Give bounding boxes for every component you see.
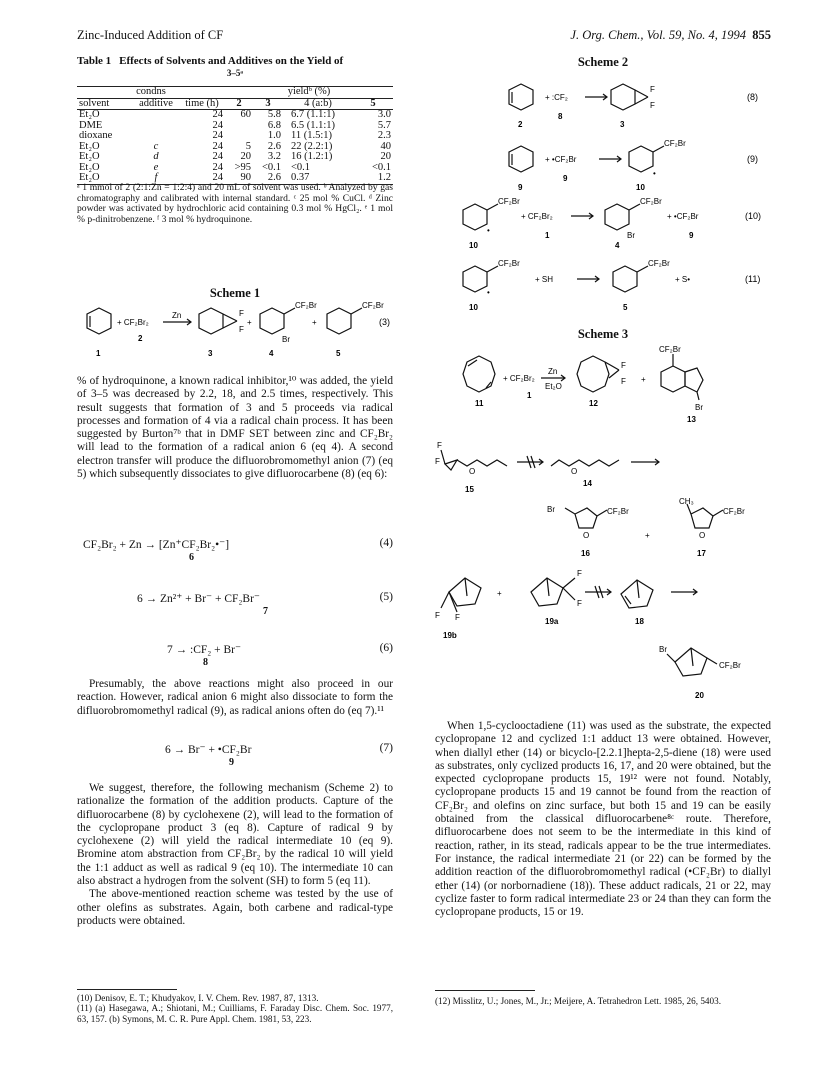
- cf2br-group-5: CF₂Br: [362, 301, 384, 310]
- label-4: 4: [269, 349, 274, 358]
- o-atom: O: [699, 531, 706, 540]
- table-cell: 2.3: [377, 130, 391, 141]
- table-cell: [225, 131, 253, 142]
- product-5-ring: [327, 308, 351, 334]
- label-1: 1: [527, 391, 532, 400]
- cyclopropane-3-ring: [611, 84, 635, 110]
- eq5-text: 6 → Zn²⁺ + Br⁻ + CF₂Br⁻: [137, 593, 260, 605]
- table-row: [77, 110, 393, 121]
- methyl-group: CH₃: [679, 497, 694, 506]
- f-atom: F: [577, 569, 582, 578]
- scheme1-reagent-number: 2: [138, 334, 143, 343]
- label-3: 3: [208, 349, 213, 358]
- table-cell: [133, 131, 179, 142]
- table-cell: 5: [245, 140, 251, 152]
- scheme2-eq9-number: (9): [747, 154, 758, 164]
- eq6-label: 8: [203, 657, 208, 668]
- cf2br-group: CF₂Br: [659, 345, 681, 354]
- col-solvent: solvent: [77, 98, 133, 110]
- paragraph-text: We suggest, therefore, the following mechanism (Scheme 2) to rationalize the formation of the addition products. Capture of the difluorocarbene (8) by cyclohexene (2), will lead to the formation of the cyclopropane product 3 (eq 8). Capture of radical 9 by cyclohexene (2) will yield the radical intermediate 10 (eq 9). Bromine atom abstraction from CF₂Br₂ by the radical 10 will yield the 1:1 adduct as well as radical 9 (eq 10). The intermediate 10 can also abstract a hydrogen from the solvent (SH) to form 5 (eq 11).: [77, 782, 393, 888]
- table-cell: 1.0: [267, 130, 281, 141]
- table-cell: 24: [212, 151, 223, 162]
- scheme3-diagram: [435, 342, 771, 704]
- table-cell: Et₂O: [79, 161, 100, 173]
- f-atom-a: F: [621, 361, 626, 370]
- f-atom-a: F: [650, 85, 655, 94]
- scheme2-title: Scheme 2: [577, 55, 629, 69]
- paragraph-text: When 1,5-cyclooctadiene (11) was used as the substrate, the expected cyclopropane 12 and cyclized 1:1 adduct 13 were obtained. However, when diallyl ether (14) or bicyclo-[2.2.1]hepta-2,5-diene (18) were used as substrates, only cyclized products 16, 17, and 20 were obtained, but the expected cyclopropane products 15, 19¹² were not found. Notably, cyclopropane products 15 and 19 cannot be found from the reaction of CF₂Br₂ and olefins on zinc surface, but both 15 and 19 can be easily obtained from the classical difluorocarbene⁸ᶜ route. Therefore, difluorocarbene does not seem to be the intermediate in this kind of reaction, rather, in its stead, radicals appear to be the true intermediates. For instance, the radical intermediate 21 (or 22) can be formed by the addition reaction of the difluorobromomethyl radical (•CF₂Br) to diallyl ether (14) (or norbornadiene (18)). These adduct radicals, 21 or 22, may cyclize faster to form radical intermediate 23 or 24 than they can form the cyclopropane products, 15 or 19.: [435, 720, 771, 919]
- thf-17-ring: [691, 508, 713, 528]
- table-cell: 24: [212, 109, 223, 120]
- cyclopropane-bond-b: [223, 321, 237, 328]
- equation-4: [77, 537, 393, 567]
- footnote-rule: [435, 990, 535, 991]
- table-cell: 60: [240, 109, 251, 120]
- left-paragraph-3: [77, 782, 393, 928]
- scheme2-diagram: [435, 70, 771, 320]
- f-atom: F: [455, 613, 460, 622]
- eq7-number: (7): [379, 742, 393, 754]
- paragraph-text: % of hydroquinone, a known radical inhibitor,¹⁰ was added, the yield of 3–5 was decreased by 2.2, 18, and 2.5 times, respectively. This result suggests that formation of 3 and 5 proceeds via radical processes and formation of 4 via a radical chain process. It has been suggested by Burton⁷ᵇ that in DMF SET between zinc and CF₂Br₂ will lead to the formation of a radical anion 6 (eq 4). A second electron transfer will produce the difluorobromomethyl anion (7) (eq 5) which subsequently dissociates to give difluorocarbene (8) (eq 6):: [77, 375, 393, 481]
- cf2br-group: CF₂Br: [498, 197, 520, 206]
- table1-label: Table 1: [77, 55, 112, 67]
- table-cell: [133, 110, 179, 121]
- eq4-text: CF₂Br₂ + Zn → [Zn⁺CF₂Br₂•⁻]: [83, 539, 230, 551]
- table1-footnotes: ᵃ 1 mmol of 2 (2:1:Zn = 1:2:4) and 20 mL of solvent was used. ᵇ Analyzed by gas chromatography and calibrated with internal standard. ᶜ 25 mol % CuCl. ᵈ Zinc powder was activated by hydrochloric acid containing 0.3 mol % HgCl₂. ᵉ 1 mol % p-dinitrobenzene. ᶠ 3 mol % hydroquinone.: [77, 182, 393, 225]
- radical-10-ring: [463, 204, 487, 230]
- table-cell: 40: [380, 140, 391, 152]
- table-row: [77, 131, 393, 142]
- table-cell: d: [153, 151, 159, 162]
- cf2br-radical-reagent: + •CF₂Br: [545, 155, 577, 164]
- product-5-ring: [613, 266, 637, 292]
- eq7-text: 6 → Br⁻ + •CF₂Br: [165, 744, 252, 756]
- solvent-sh: + SH: [535, 275, 554, 284]
- label-17: 17: [697, 549, 706, 558]
- eq4-number: (4): [379, 537, 393, 549]
- radical-dot: •: [487, 226, 490, 235]
- br-atom: Br: [627, 231, 635, 240]
- cyclopropane-15-ring: [445, 460, 457, 470]
- br-atom: Br: [282, 335, 290, 344]
- thf-16-ring: [575, 508, 597, 528]
- left-paragraph-2: [77, 678, 393, 718]
- eq4-label: 6: [189, 552, 194, 563]
- o-atom: O: [583, 531, 590, 540]
- table-row: [77, 152, 393, 163]
- table-cell: 6.7 (1.1:1): [291, 109, 336, 120]
- col-4: 4 (a:b): [283, 98, 353, 110]
- col-additive: additive: [133, 98, 179, 110]
- reference-11: (11) (a) Hasegawa, A.; Shiotani, M.; Cuilliams, F. Faraday Disc. Chem. Soc. 1977, 63, 157. (b) Symons, M. C. R. Pure Appl. Chem. 1981, 53, 223.: [77, 1003, 393, 1024]
- table-cell: <0.1: [291, 161, 311, 173]
- br-atom: Br: [695, 403, 703, 412]
- f-atom-a: F: [239, 309, 244, 318]
- eq6-text: 7 → :CF₂ + Br⁻: [167, 644, 242, 656]
- table1-title: Effects of Solvents and Additives on the Yield of: [119, 55, 344, 67]
- scheme1-diagram: [77, 300, 393, 362]
- label-5: 5: [336, 349, 341, 358]
- radical-10-ring: [463, 266, 487, 292]
- col-time: time (h): [179, 98, 225, 110]
- table-row: [77, 121, 393, 132]
- col-2: 2: [225, 98, 253, 110]
- adduct-4-bond: [284, 308, 295, 314]
- reference-12: (12) Misslitz, U.; Jones, M., Jr.; Meijere, A. Tetrahedron Lett. 1985, 26, 5403.: [435, 996, 722, 1006]
- cf2br-group: CF₂Br: [640, 197, 662, 206]
- table-cell: 3.0: [377, 109, 391, 120]
- table-cell: 24: [212, 130, 223, 141]
- cf2br2-reagent: + CF₂Br₂: [521, 212, 553, 221]
- f-atom: F: [577, 599, 582, 608]
- label-4: 4: [615, 241, 620, 250]
- bicyclic-13-ring-b: [685, 368, 703, 392]
- adduct-4-ring: [260, 308, 284, 334]
- paragraph-text: Presumably, the above reactions might also proceed in our reaction. However, radical anion 6 might also dissociate to form the difluorobromomethyl radical (9), as radical anions often do (eq 7).¹¹: [77, 678, 393, 717]
- cf2br-group: CF₂Br: [498, 259, 520, 268]
- equation-7: [77, 742, 393, 772]
- label-9: 9: [563, 174, 568, 183]
- cyclopropane-bond-a: [223, 314, 237, 321]
- radical-dot: •: [653, 169, 656, 178]
- table-cell: 5.7: [377, 119, 391, 131]
- label-3: 3: [620, 120, 625, 129]
- table-cell: 6.5 (1.1:1): [291, 119, 336, 131]
- label-1: 1: [96, 349, 101, 358]
- o-atom: O: [571, 467, 578, 476]
- cf2br-group: CF₂Br: [648, 259, 670, 268]
- solvent-radical: + S•: [675, 275, 691, 284]
- cf2-reagent: + :CF₂: [545, 93, 568, 102]
- table-cell: DME: [79, 119, 103, 131]
- f-atom: F: [437, 441, 442, 450]
- table1-column-header: [77, 98, 393, 110]
- label-2: 2: [518, 120, 523, 129]
- plus-sign: +: [312, 318, 317, 327]
- table-cell: Et₂O: [77, 173, 133, 184]
- left-references: [77, 993, 393, 1024]
- table-cell: Et₂O: [79, 109, 100, 120]
- col-5: 5: [353, 98, 393, 110]
- cyclooctadiene-11-ring: [463, 356, 495, 392]
- cyclopropane-12-ring: [577, 356, 609, 392]
- table-cell: e: [153, 161, 159, 173]
- o-atom: O: [469, 467, 476, 476]
- cf2br-group: CF₂Br: [719, 661, 741, 670]
- yield-header: yieldᵇ (%): [225, 87, 393, 99]
- table-cell: 2.6: [267, 140, 281, 152]
- equation-6: [77, 642, 393, 672]
- table-cell: dioxane: [79, 130, 113, 141]
- label-19a: 19a: [545, 617, 559, 626]
- right-references: [435, 996, 771, 1006]
- table-cell: 1.2: [353, 173, 393, 184]
- scheme1-reagent: + CF₂Br₂: [117, 318, 149, 327]
- table-cell: <0.1: [371, 161, 391, 173]
- table-cell: 24: [212, 119, 223, 131]
- eq5-number: (5): [379, 591, 393, 603]
- scheme3-reagent: + CF₂Br₂: [503, 374, 535, 383]
- table1-grid: [77, 86, 393, 185]
- br-atom: Br: [547, 505, 555, 514]
- label-10: 10: [469, 303, 478, 312]
- table-cell: 5.8: [267, 109, 281, 120]
- scheme3-under-arrow: Et₂O: [545, 382, 562, 391]
- label-10: 10: [469, 241, 478, 250]
- cf2br-group-4: CF₂Br: [295, 301, 317, 310]
- reference-10: (10) Denisov, E. T.; Khudyakov, I. V. Chem. Rev. 1987, 87, 1313.: [77, 993, 319, 1003]
- radical-10-ring: [629, 146, 653, 172]
- f-atom: F: [435, 611, 440, 620]
- label-19b: 19b: [443, 631, 457, 640]
- table-cell: Et₂O: [79, 151, 100, 162]
- journal-citation: J. Org. Chem., Vol. 59, No. 4, 1994: [570, 28, 746, 42]
- f-atom-b: F: [621, 377, 626, 386]
- table-cell: [133, 121, 179, 132]
- label-10: 10: [636, 183, 645, 192]
- label-11: 11: [475, 399, 484, 408]
- cf2br-radical-product: + •CF₂Br: [667, 212, 699, 221]
- plus-sign: +: [247, 318, 252, 327]
- table-cell: 20: [240, 151, 251, 162]
- cf2br-group: CF₂Br: [607, 507, 629, 516]
- scheme2-eq8-number: (8): [747, 92, 758, 102]
- label-16: 16: [581, 549, 590, 558]
- label-9: 9: [689, 231, 694, 240]
- left-paragraph-1: [77, 375, 393, 481]
- table-cell: c: [153, 140, 159, 152]
- col-3: 3: [253, 98, 283, 110]
- cf2br-group: CF₂Br: [723, 507, 745, 516]
- table-cell: 22 (2.2:1): [291, 140, 333, 152]
- adduct-4-ring: [605, 204, 629, 230]
- table-cell: <0.1: [261, 161, 281, 173]
- cyclopropane-3-ring: [199, 308, 223, 334]
- ether-chain-15: [457, 460, 507, 466]
- scheme1-eq-number: (3): [379, 317, 390, 327]
- scheme3-title: Scheme 3: [577, 327, 629, 341]
- table-cell: 90: [225, 173, 253, 184]
- scheme1-over-arrow: Zn: [172, 311, 182, 320]
- label-1: 1: [545, 231, 550, 240]
- radical-dot: •: [487, 288, 490, 297]
- label-8: 8: [558, 112, 563, 121]
- footnote-rule: [77, 989, 177, 990]
- table-cell: [225, 121, 253, 132]
- condns-header: condns: [77, 87, 225, 99]
- label-14: 14: [583, 479, 592, 488]
- table-cell: 16 (1.2:1): [291, 151, 333, 162]
- table-cell: >95: [234, 161, 251, 173]
- scheme3-over-arrow: Zn: [548, 367, 558, 376]
- table1-title-line2: 3–5ᵃ: [226, 68, 244, 78]
- plus-sign: +: [645, 531, 650, 540]
- br-atom: Br: [659, 645, 667, 654]
- table-cell: Et₂O: [79, 140, 100, 152]
- table1-group-header: [77, 87, 393, 99]
- label-18: 18: [635, 617, 644, 626]
- table-cell: f: [133, 173, 179, 184]
- scheme1-title: Scheme 1: [209, 286, 261, 300]
- label-13: 13: [687, 415, 696, 424]
- label-5: 5: [623, 303, 628, 312]
- table1-body: [77, 110, 393, 185]
- label-2: 9: [518, 183, 523, 192]
- cf2br-group: CF₂Br: [664, 139, 686, 148]
- plus-sign: +: [497, 589, 502, 598]
- table-cell: 24: [212, 140, 223, 152]
- bicyclic-13-ring: [661, 366, 685, 392]
- table-cell: 6.8: [267, 119, 281, 131]
- label-12: 12: [589, 399, 598, 408]
- eq7-label: 9: [229, 757, 234, 768]
- table-row: [77, 163, 393, 174]
- table-cell: 3.2: [267, 151, 281, 162]
- equation-5: [77, 591, 393, 621]
- eq5-label: 7: [263, 606, 268, 617]
- eq6-number: (6): [379, 642, 393, 654]
- paragraph-text: The above-mentioned reaction scheme was tested by the use of other olefins as substrates. Again, both carbene and radical-type products were obtained.: [77, 888, 393, 927]
- page-number: 855: [752, 28, 771, 42]
- running-header-title: Zinc-Induced Addition of CF: [77, 28, 224, 42]
- table-cell: 20: [380, 151, 391, 162]
- f-atom-b: F: [239, 325, 244, 334]
- plus-sign: +: [641, 375, 646, 384]
- scheme2-eq10-number: (10): [745, 211, 762, 221]
- table-row: [77, 142, 393, 153]
- table-cell: 24: [212, 161, 223, 173]
- f-atom-b: F: [650, 101, 655, 110]
- table-cell: 24: [179, 173, 225, 184]
- f-atom: F: [435, 457, 440, 466]
- table1-caption: [77, 55, 393, 78]
- table-cell: 2.6: [253, 173, 283, 184]
- right-paragraph-1: [435, 720, 771, 919]
- table-cell: 0.37: [283, 173, 353, 184]
- scheme2-eq11-number: (11): [745, 274, 761, 284]
- table1: [77, 86, 393, 185]
- table-cell: 11 (1.5:1): [291, 130, 333, 141]
- running-header-journal: [478, 28, 771, 43]
- label-15: 15: [465, 485, 474, 494]
- product-5-bond: [351, 308, 362, 314]
- diallyl-ether-14-chain: [551, 460, 619, 466]
- label-20: 20: [695, 691, 704, 700]
